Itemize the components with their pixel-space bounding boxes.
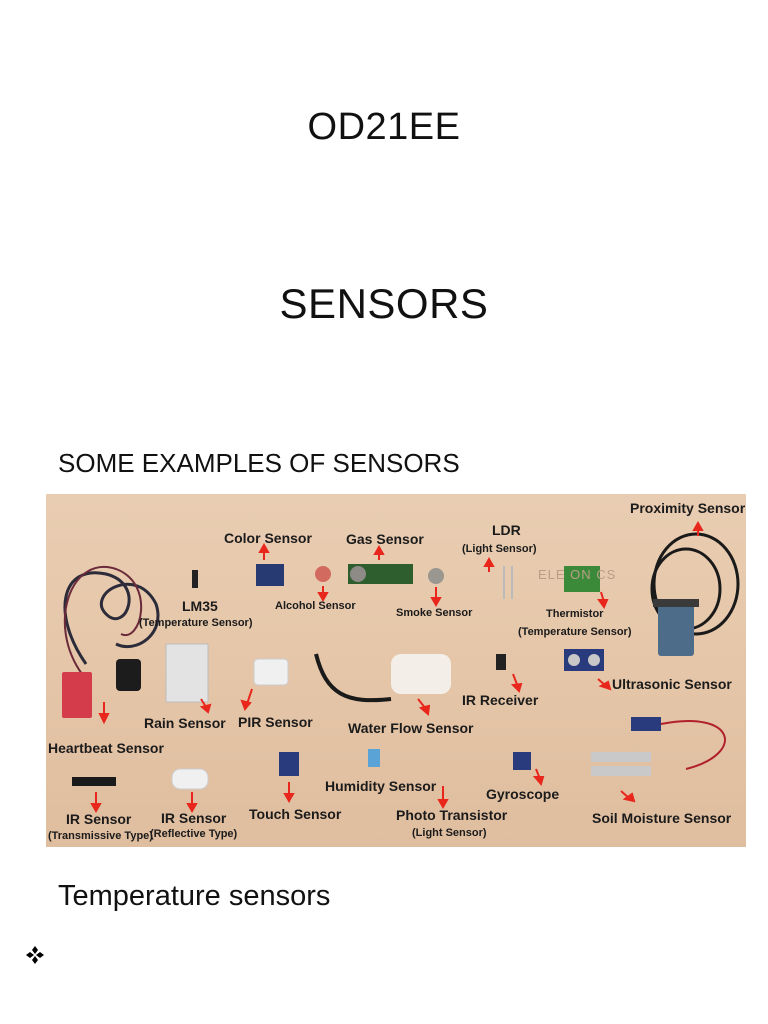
label-touch-sensor: Touch Sensor bbox=[249, 806, 342, 822]
label-water-flow-sensor: Water Flow Sensor bbox=[348, 720, 474, 736]
label-proximity-sensor: Proximity Sensor bbox=[630, 500, 746, 516]
label-ldr: LDR bbox=[492, 522, 521, 538]
label-photo-transistor: Photo Transistor bbox=[396, 807, 508, 823]
label-ir-receiver: IR Receiver bbox=[462, 692, 539, 708]
label-lm35: LM35 bbox=[182, 598, 218, 614]
label-gas-sensor: Gas Sensor bbox=[346, 531, 424, 547]
label-color-sensor: Color Sensor bbox=[224, 530, 312, 546]
label-photo-transistor-sub: (Light Sensor) bbox=[412, 827, 487, 839]
label-ultrasonic-sensor: Ultrasonic Sensor bbox=[612, 676, 732, 692]
label-ir-sensor-transmissive-sub: (Transmissive Type) bbox=[48, 830, 153, 842]
label-ir-sensor-reflective: IR Sensor bbox=[161, 810, 227, 826]
label-ir-sensor-reflective-sub: (Reflective Type) bbox=[150, 828, 238, 840]
section-heading: Temperature sensors bbox=[58, 880, 331, 912]
examples-heading: SOME EXAMPLES OF SENSORS bbox=[58, 448, 460, 478]
label-ir-sensor-transmissive: IR Sensor bbox=[66, 811, 132, 827]
label-smoke-sensor: Smoke Sensor bbox=[396, 607, 473, 619]
label-pir-sensor: PIR Sensor bbox=[238, 714, 313, 730]
label-ldr-sub: (Light Sensor) bbox=[462, 543, 537, 555]
slide-title: SENSORS bbox=[279, 280, 489, 327]
sensors-figure bbox=[46, 494, 746, 847]
label-gyroscope: Gyroscope bbox=[486, 786, 560, 802]
label-thermistor: Thermistor bbox=[546, 608, 604, 620]
watermark: ELE ON CS bbox=[538, 567, 617, 582]
label-heartbeat-sensor: Heartbeat Sensor bbox=[48, 740, 164, 756]
course-code: OD21EE bbox=[307, 106, 461, 148]
label-humidity-sensor: Humidity Sensor bbox=[325, 778, 437, 794]
label-thermistor-sub: (Temperature Sensor) bbox=[518, 626, 632, 638]
diamond-bullet-icon bbox=[24, 944, 46, 966]
label-rain-sensor: Rain Sensor bbox=[144, 715, 226, 731]
label-lm35-sub: (Temperature Sensor) bbox=[139, 617, 253, 629]
label-soil-moisture-sensor: Soil Moisture Sensor bbox=[592, 810, 732, 826]
label-alcohol-sensor: Alcohol Sensor bbox=[275, 600, 356, 612]
